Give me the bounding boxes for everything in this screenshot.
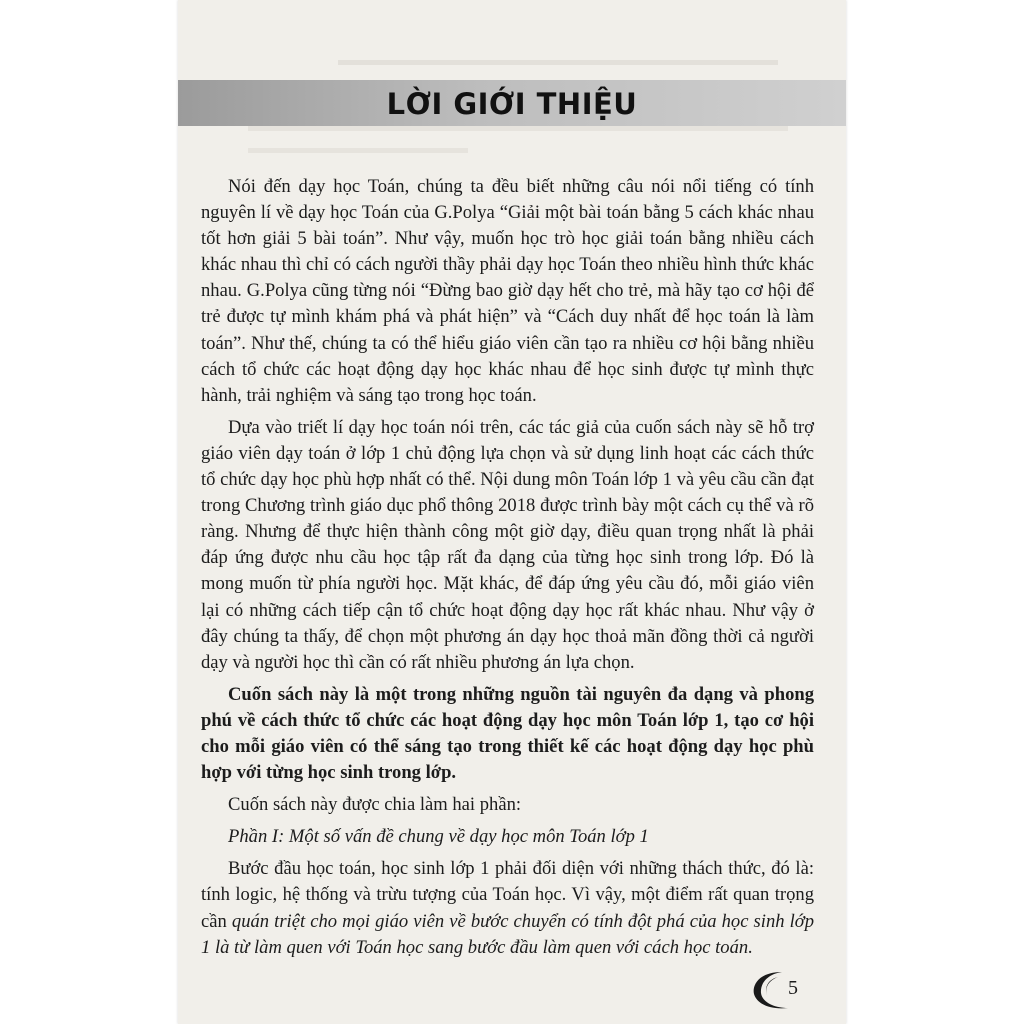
part-1-heading: Phần I: Một số vấn đề chung về dạy học môn Toán lớp 1	[228, 826, 649, 848]
intro-paragraph-1: Nói đến dạy học Toán, chúng ta đều biết những câu nói nổi tiếng có tính nguyên lí về dạy học Toán của G.Polya “Giải một bài toán bằng 5 cách khác nhau tốt hơn giải 5 bài toán”. Như vậy, muốn học trò học giải toán bằng nhiều cách khác nhau thì chỉ có cách người thầy phải dạy học Toán theo nhiều hình thức khác nhau. G.Polya cũng từng nói “Đừng bao giờ dạy hết cho trẻ, mà hãy tạo cơ hội để trẻ được tự mình khám phá và phát hiện” và “Cách duy nhất để học toán là làm toán”. Như thế, chúng ta có thể hiểu giáo viên cần tạo ra nhiều cơ hội bằng nhiều cách tổ chức các hoạt động dạy học khác nhau để học sinh được tự mình thực hành, trải nghiệm và sáng tạo trong học toán.	[201, 176, 814, 406]
book-page	[178, 0, 846, 1024]
intro-paragraph-4: Cuốn sách này được chia làm hai phần:	[228, 794, 522, 816]
page-heading: LỜI GIỚI THIỆU	[386, 87, 638, 121]
paragraph-5-text: Bước đầu học toán, học sinh lớp 1 phải đối diện với những thách thức, đó là: tính logic, hệ thống và trừu tượng của Toán học. Vì vậy, một điểm rất quan trọng cần	[201, 858, 814, 932]
intro-paragraph-5	[201, 856, 814, 960]
intro-paragraph-3: Cuốn sách này là một trong những nguồn tài nguyên đa dạng và phong phú về cách thức tổ chức các hoạt động dạy học môn Toán lớp 1, tạo cơ hội cho mỗi giáo viên có thể sáng tạo trong thiết kế các hoạt động dạy học phù hợp với từng học sinh trong lớp.	[201, 683, 814, 784]
page-body	[201, 174, 814, 967]
page-number: 5	[788, 977, 798, 999]
intro-paragraph-2: Dựa vào triết lí dạy học toán nói trên, các tác giả của cuốn sách này sẽ hỗ trợ giáo viên dạy toán ở lớp 1 chủ động lựa chọn và sử dụng linh hoạt các cách thức tổ chức dạy học phù hợp nhất có thể. Nội dung môn Toán lớp 1 và yêu cầu cần đạt trong Chương trình giáo dục phổ thông 2018 được trình bày một cách cụ thể và rõ ràng. Nhưng để thực hiện thành công một giờ dạy, điều quan trọng nhất là phải đáp ứng được nhu cầu học tập rất đa dạng của từng học sinh trong lớp. Đó là mong muốn từ phía người học. Mặt khác, để đáp ứng yêu cầu đó, mỗi giáo viên lại có những cách tiếp cận tổ chức hoạt động dạy học rất khác nhau. Như vậy ở đây chúng ta thấy, để chọn một phương án dạy học thoả mãn đồng thời cả người dạy và người học thì cần có rất nhiều phương án lựa chọn.	[201, 416, 814, 673]
page-number-swoosh-icon	[748, 968, 818, 1012]
paragraph-5-italic-text: quán triệt cho mọi giáo viên về bước chuyển có tính đột phá của học sinh lớp 1 là từ làm quen với Toán học sang bước đầu làm quen với cách học toán.	[201, 910, 815, 958]
